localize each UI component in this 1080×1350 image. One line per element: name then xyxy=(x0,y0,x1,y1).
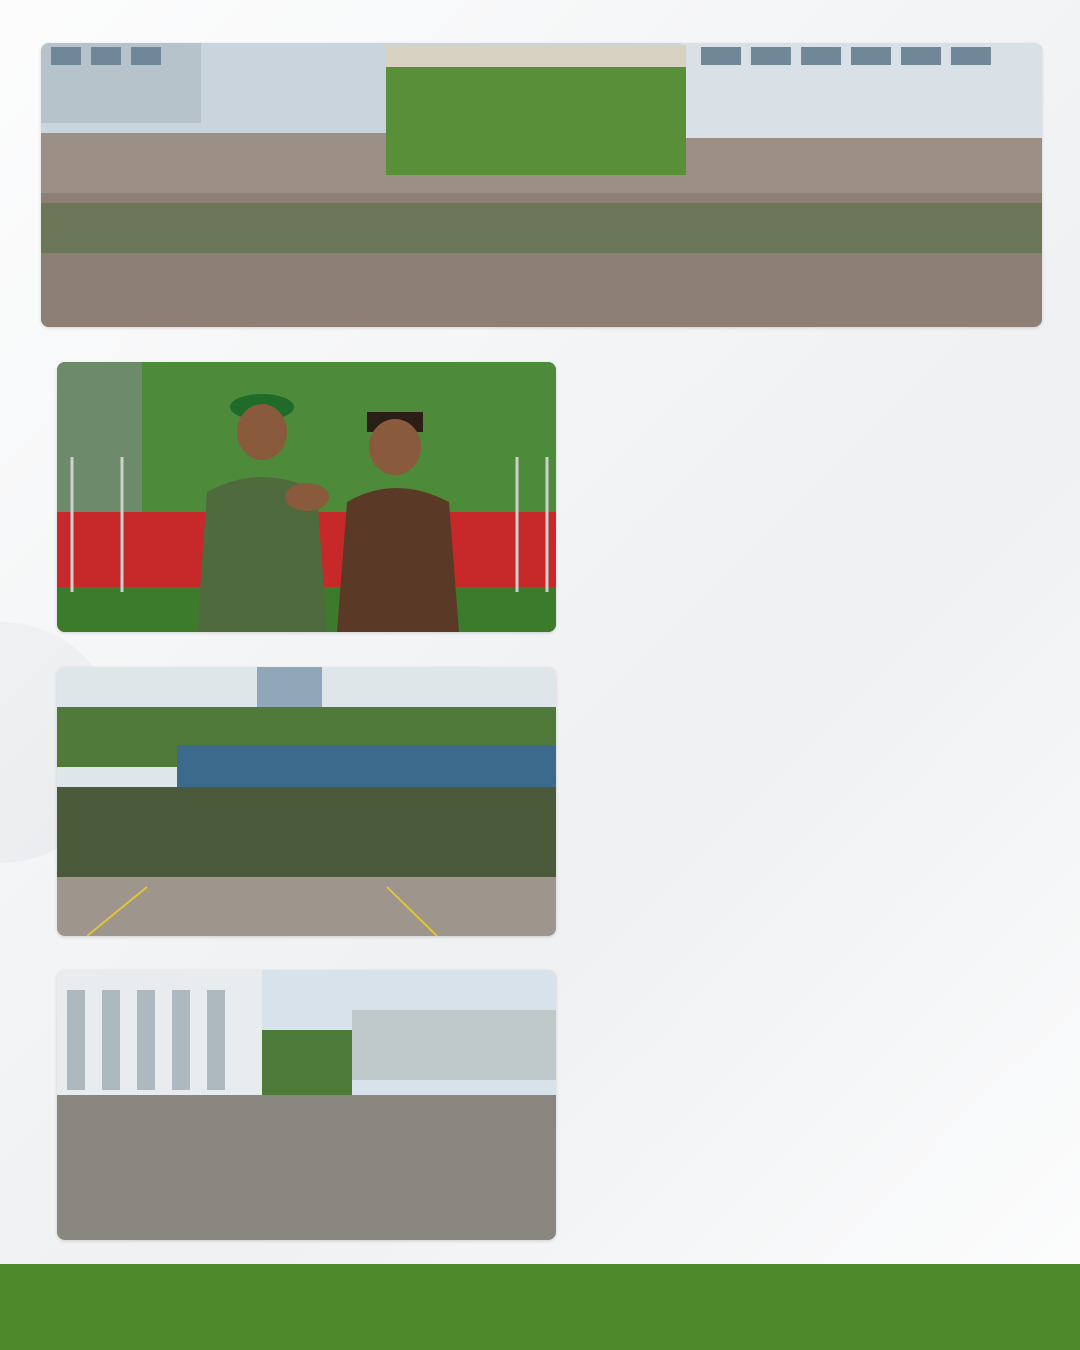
handshake-photo xyxy=(57,362,556,632)
assembly-photo xyxy=(57,667,556,936)
courtyard-photo xyxy=(57,970,556,1240)
article-body xyxy=(584,347,1054,383)
group-photo-top xyxy=(41,43,1042,327)
footer-bar xyxy=(0,1264,1080,1350)
